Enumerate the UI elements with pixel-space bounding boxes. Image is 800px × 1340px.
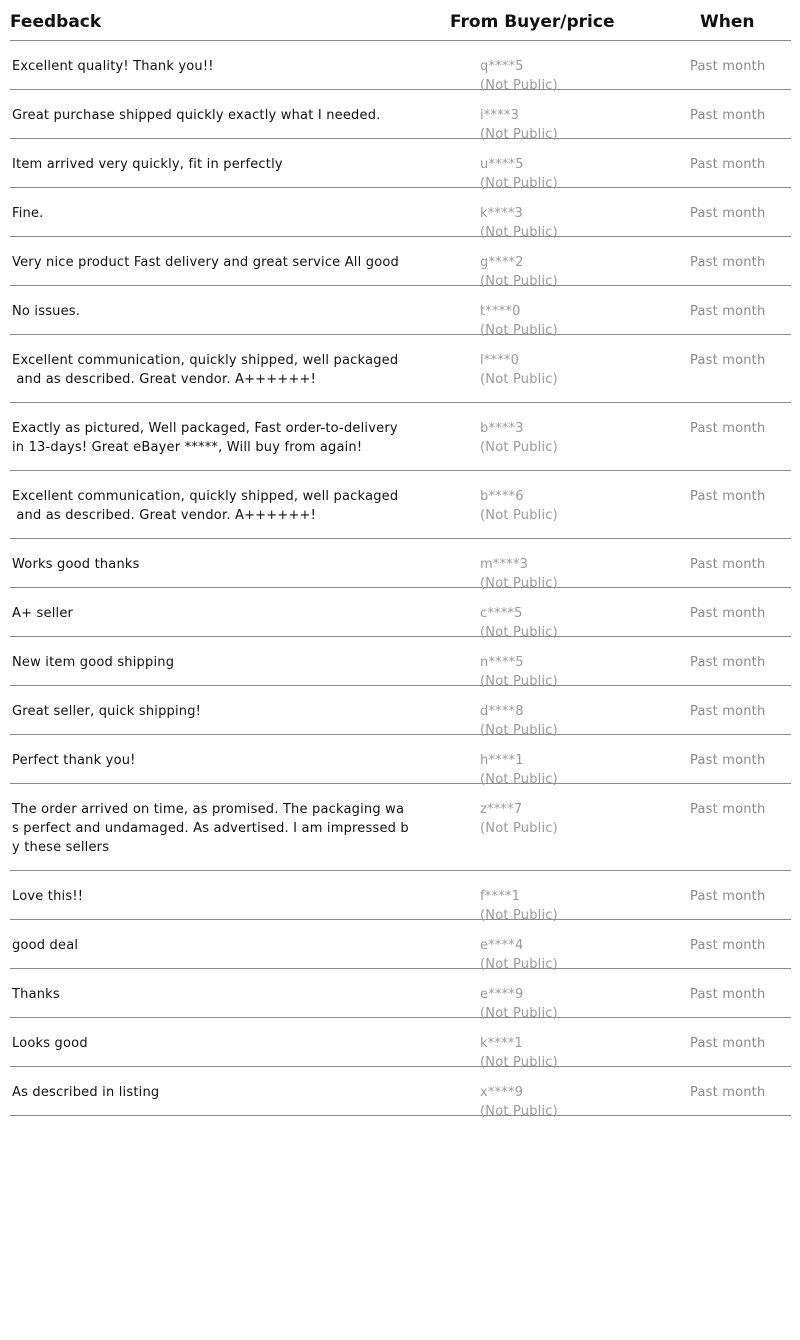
feedback-comment: The order arrived on time, as promised. The packaging wa s perfect and undamaged. As advertised. I am impressed b y these sellers	[12, 802, 409, 855]
table-row	[10, 588, 791, 640]
feedback-when: Past month	[690, 59, 766, 74]
buyer-visibility: (Not Public)	[480, 78, 558, 93]
feedback-comment: Love this!!	[12, 889, 84, 904]
buyer-id: c****5	[480, 606, 523, 621]
buyer-visibility: (Not Public)	[480, 323, 558, 338]
feedback-comment: Excellent communication, quickly shipped, well packaged and as described. Great vendor. A++++++!	[12, 489, 399, 523]
table-row	[10, 41, 791, 93]
feedback-when: Past month	[690, 655, 766, 670]
feedback-when: Past month	[690, 489, 766, 504]
feedback-when: Past month	[690, 157, 766, 172]
feedback-comment: A+ seller	[12, 606, 74, 621]
buyer-id: i****3	[480, 108, 520, 123]
feedback-table	[10, 0, 791, 1119]
table-row	[10, 139, 791, 191]
buyer-cell	[480, 487, 558, 525]
buyer-visibility: (Not Public)	[480, 957, 558, 972]
feedback-when: Past month	[690, 704, 766, 719]
buyer-id: f****1	[480, 889, 521, 904]
buyer-visibility: (Not Public)	[480, 576, 558, 591]
feedback-when: Past month	[690, 889, 766, 904]
buyer-id: z****7	[480, 802, 523, 817]
table-row	[10, 237, 791, 289]
buyer-visibility: (Not Public)	[480, 821, 558, 836]
buyer-id: b****3	[480, 421, 524, 436]
header-when: When	[700, 12, 755, 32]
table-row	[10, 920, 791, 972]
table-row	[10, 1067, 791, 1119]
table-row	[10, 784, 791, 871]
feedback-when: Past month	[690, 753, 766, 768]
buyer-id: q****5	[480, 59, 524, 74]
feedback-when: Past month	[690, 606, 766, 621]
table-row	[10, 403, 791, 471]
buyer-id: k****1	[480, 1036, 523, 1051]
header-feedback: Feedback	[10, 12, 102, 32]
table-row	[10, 335, 791, 403]
feedback-comment: New item good shipping	[12, 655, 175, 670]
feedback-when: Past month	[690, 1036, 766, 1051]
buyer-visibility: (Not Public)	[480, 723, 558, 738]
buyer-visibility: (Not Public)	[480, 440, 558, 455]
feedback-when: Past month	[690, 255, 766, 270]
table-header	[10, 0, 791, 41]
feedback-comment: Fine.	[12, 206, 44, 221]
feedback-when: Past month	[690, 353, 766, 368]
buyer-visibility: (Not Public)	[480, 225, 558, 240]
feedback-comment: Looks good	[12, 1036, 88, 1051]
feedback-when: Past month	[690, 938, 766, 953]
feedback-comment: Exactly as pictured, Well packaged, Fast order-to-delivery in 13-days! Great eBayer *****, Will buy from again!	[12, 421, 398, 455]
buyer-visibility: (Not Public)	[480, 772, 558, 787]
feedback-when: Past month	[690, 802, 766, 817]
buyer-id: l****0	[480, 353, 520, 368]
buyer-id: t****0	[480, 304, 521, 319]
table-row	[10, 286, 791, 338]
buyer-cell	[480, 1083, 558, 1121]
buyer-visibility: (Not Public)	[480, 908, 558, 923]
buyer-id: k****3	[480, 206, 523, 221]
table-row	[10, 871, 791, 923]
header-from-buyer-price: From Buyer/price	[450, 12, 615, 32]
buyer-id: d****8	[480, 704, 524, 719]
table-row	[10, 735, 791, 787]
buyer-id: e****9	[480, 987, 524, 1002]
feedback-when: Past month	[690, 421, 766, 436]
table-row	[10, 686, 791, 738]
buyer-visibility: (Not Public)	[480, 127, 558, 142]
feedback-comment: good deal	[12, 938, 79, 953]
feedback-when: Past month	[690, 557, 766, 572]
buyer-visibility: (Not Public)	[480, 1006, 558, 1021]
feedback-when: Past month	[690, 987, 766, 1002]
buyer-cell	[480, 351, 558, 389]
buyer-id: b****6	[480, 489, 524, 504]
feedback-comment: Excellent communication, quickly shipped, well packaged and as described. Great vendor. A++++++!	[12, 353, 399, 387]
buyer-visibility: (Not Public)	[480, 274, 558, 289]
buyer-id: n****5	[480, 655, 524, 670]
buyer-cell	[480, 800, 558, 838]
feedback-comment: As described in listing	[12, 1085, 160, 1100]
buyer-visibility: (Not Public)	[480, 372, 558, 387]
feedback-when: Past month	[690, 206, 766, 221]
table-row	[10, 90, 791, 142]
buyer-id: m****3	[480, 557, 529, 572]
buyer-id: e****4	[480, 938, 524, 953]
feedback-comment: Thanks	[12, 987, 60, 1002]
buyer-id: x****9	[480, 1085, 524, 1100]
feedback-comment: Works good thanks	[12, 557, 140, 572]
buyer-id: g****2	[480, 255, 524, 270]
buyer-id: u****5	[480, 157, 524, 172]
table-row	[10, 637, 791, 689]
feedback-when: Past month	[690, 108, 766, 123]
feedback-comment: No issues.	[12, 304, 81, 319]
table-row	[10, 539, 791, 591]
buyer-id: h****1	[480, 753, 524, 768]
table-row	[10, 1018, 791, 1070]
feedback-comment: Very nice product Fast delivery and great service All good	[12, 255, 399, 270]
buyer-visibility: (Not Public)	[480, 674, 558, 689]
buyer-visibility: (Not Public)	[480, 508, 558, 523]
buyer-visibility: (Not Public)	[480, 176, 558, 191]
feedback-comment: Item arrived very quickly, fit in perfectly	[12, 157, 283, 172]
buyer-visibility: (Not Public)	[480, 1055, 558, 1070]
table-row	[10, 969, 791, 1021]
buyer-cell	[480, 419, 558, 457]
feedback-comment: Excellent quality! Thank you!!	[12, 59, 214, 74]
table-row	[10, 471, 791, 539]
feedback-when: Past month	[690, 1085, 766, 1100]
feedback-comment: Perfect thank you!	[12, 753, 136, 768]
buyer-visibility: (Not Public)	[480, 625, 558, 640]
feedback-when: Past month	[690, 304, 766, 319]
buyer-visibility: (Not Public)	[480, 1104, 558, 1119]
feedback-comment: Great purchase shipped quickly exactly what I needed.	[12, 108, 381, 123]
table-row	[10, 188, 791, 240]
feedback-comment: Great seller, quick shipping!	[12, 704, 202, 719]
